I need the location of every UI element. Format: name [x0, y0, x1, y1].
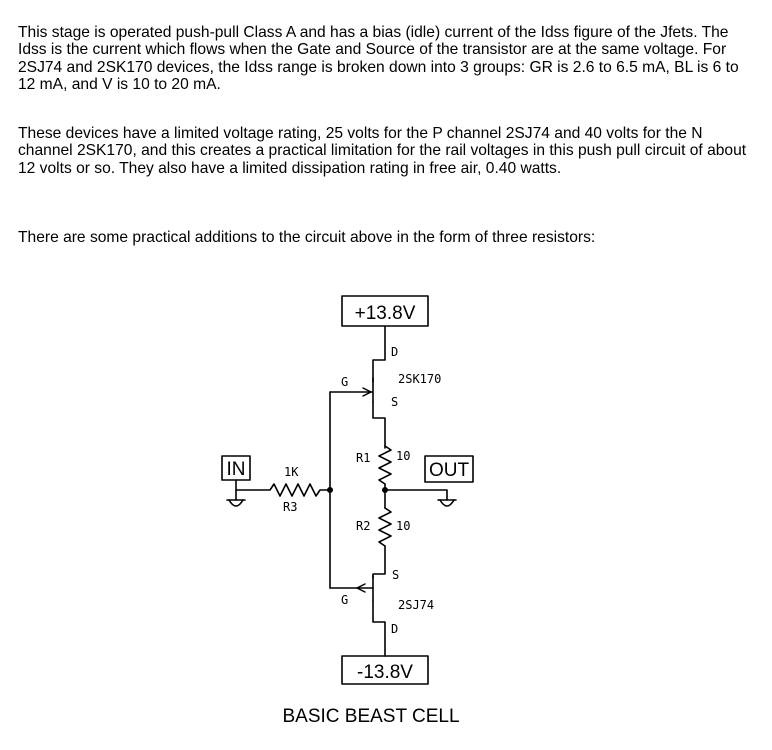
- lower-drain-label: D: [391, 622, 399, 636]
- input-ground-symbol: [227, 500, 245, 506]
- r1-value: 10: [396, 449, 411, 463]
- negative-rail-label: -13.8V: [357, 662, 413, 683]
- r1-name: R1: [356, 451, 371, 465]
- r3-name: R3: [283, 500, 298, 514]
- r2-name: R2: [356, 519, 371, 533]
- r3-value: 1K: [284, 465, 299, 479]
- r2-value: 10: [396, 519, 411, 533]
- schematic-caption: BASIC BEAST CELL: [282, 706, 460, 727]
- lower-device-name: 2SJ74: [398, 598, 435, 612]
- output-box: [425, 456, 473, 482]
- output-ground-symbol: [438, 500, 456, 506]
- input-label: IN: [226, 459, 246, 480]
- output-label: OUT: [428, 460, 470, 481]
- negative-rail-box: [342, 656, 428, 684]
- resistor-r1: [356, 446, 410, 484]
- upper-jfet: [330, 372, 441, 448]
- paragraph-practical-additions: There are some practical additions to the circuit above in the form of three resistors:: [18, 229, 596, 246]
- output-wire: [385, 490, 447, 500]
- upper-drain-wire: [373, 326, 385, 382]
- lower-drain-wire: [373, 600, 385, 656]
- lower-source-label: S: [392, 568, 400, 582]
- lower-jfet: [330, 546, 434, 612]
- paragraph-voltage-rating: These devices have a limited voltage rating, 25 volts for the P channel 2SJ74 and 40 volts for the N channel 2SK170, and this creates a practical limitation for the rail voltages in this push pull circuit of about 12 volts or so. They also have a limited dissipation rating in free air, 0.40 watts.: [18, 125, 747, 177]
- resistor-r2: [356, 508, 410, 546]
- positive-rail-box: [342, 296, 428, 326]
- lower-gate-label: G: [341, 593, 349, 607]
- positive-rail-label: +13.8V: [354, 303, 416, 324]
- gate-junction: [328, 488, 332, 492]
- upper-source-label: S: [391, 395, 399, 409]
- paragraph-idss: This stage is operated push-pull Class A and has a bias (idle) current of the Idss figure of the Jfets. The Idss is the current which flows when the Gate and Source of the transistor are at the same voltage. For 2SJ74 and 2SK170 devices, the Idss range is broken down into 3 groups: GR is 2.6 to 6.5 mA, BL is 6 to 12 mA, and V is 10 to 20 mA.: [18, 24, 739, 94]
- upper-device-name: 2SK170: [398, 372, 442, 386]
- upper-drain-label: D: [391, 345, 399, 359]
- input-box: [222, 456, 250, 480]
- upper-gate-label: G: [341, 375, 349, 389]
